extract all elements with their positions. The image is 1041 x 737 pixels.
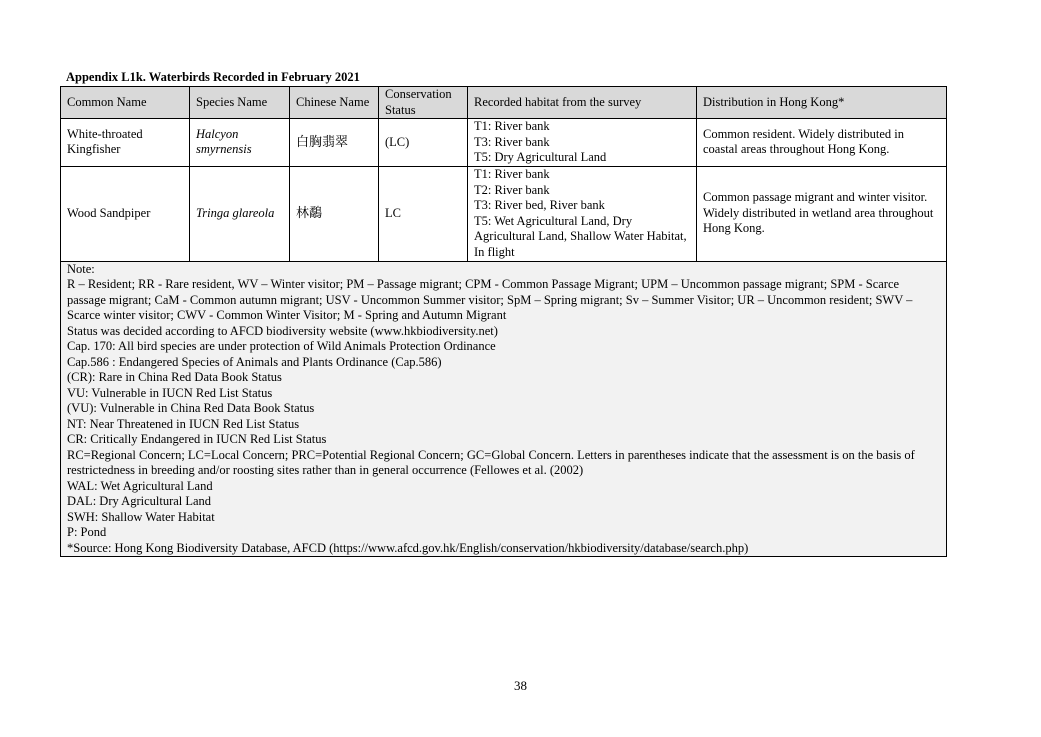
- note-line: CR: Critically Endangered in IUCN Red List Status: [67, 432, 327, 446]
- header-chinese-name: Chinese Name: [290, 87, 379, 119]
- cell-species-name: Tringa glareola: [190, 166, 290, 261]
- note-line: Cap.586 : Endangered Species of Animals and Plants Ordinance (Cap.586): [67, 354, 442, 369]
- note-heading: Note:: [67, 261, 95, 276]
- note-line: Cap. 170: All bird species are under protection of Wild Animals Protection Ordinance: [67, 339, 496, 353]
- cell-species-name: Halcyon smyrnensis: [190, 119, 290, 167]
- header-distribution: Distribution in Hong Kong*: [697, 87, 947, 119]
- habitat-line: T3: River bank: [474, 134, 550, 149]
- note-line: R – Resident; RR - Rare resident, WV – Winter visitor; PM – Passage migrant; CPM - Common Passage Migrant; UPM – Uncommon passage migrant; SPM - Scarce passage migrant; CaM - Common autumn migrant; USV - Uncommon Summer visitor; SpM – Spring migrant; Sv – Summer Visitor; UR – Uncommon resident; SWV – Scarce winter visitor; CWV - Common Winter Visitor; M - Spring and Autumn Migrant: [67, 277, 913, 322]
- page-number: 38: [514, 678, 527, 693]
- cell-status: (LC): [379, 119, 468, 167]
- cell-chinese-name: 白胸翡翠: [290, 119, 379, 167]
- cell-status: LC: [379, 166, 468, 261]
- cell-common-name: White-throated Kingfisher: [61, 119, 190, 167]
- note-source: *Source: Hong Kong Biodiversity Database, AFCD (https://www.afcd.gov.hk/English/conservation/hkbiodiversity/database/search.php): [67, 540, 749, 555]
- table-row: [61, 166, 947, 261]
- header-row: [61, 87, 947, 119]
- note-line: WAL: Wet Agricultural Land: [67, 478, 213, 493]
- notes-row: [61, 261, 947, 557]
- cell-distribution: Common resident. Widely distributed in coastal areas throughout Hong Kong.: [697, 119, 947, 167]
- table-caption: Appendix L1k. Waterbirds Recorded in February 2021: [66, 70, 360, 84]
- notes-cell: [61, 261, 947, 557]
- table-row: [61, 119, 947, 167]
- habitat-line: T5: Wet Agricultural Land, Dry Agricultural Land, Shallow Water Habitat, In flight: [474, 213, 687, 259]
- note-line: (VU): Vulnerable in China Red Data Book Status: [67, 401, 315, 415]
- habitat-line: T1: River bank: [474, 119, 550, 133]
- note-line: NT: Near Threatened in IUCN Red List Status: [67, 416, 300, 431]
- waterbirds-table: [60, 86, 947, 557]
- note-line: P: Pond: [67, 525, 107, 539]
- habitat-line: T1: River bank: [474, 167, 550, 181]
- header-habitat: Recorded habitat from the survey: [468, 87, 697, 119]
- note-line: (CR): Rare in China Red Data Book Status: [67, 370, 282, 384]
- cell-distribution: Common passage migrant and winter visitor. Widely distributed in wetland area throughout Hong Kong.: [697, 166, 947, 261]
- cell-chinese-name: 林鷸: [290, 166, 379, 261]
- header-species-name: Species Name: [190, 87, 290, 119]
- habitat-line: T2: River bank: [474, 182, 550, 197]
- header-conservation-status: Conservation Status: [379, 87, 468, 119]
- note-line: SWH: Shallow Water Habitat: [67, 509, 215, 524]
- cell-common-name: Wood Sandpiper: [61, 166, 190, 261]
- note-line: RC=Regional Concern; LC=Local Concern; PRC=Potential Regional Concern; GC=Global Concern. Letters in parentheses indicate that the assessment is on the basis of restrictedness in breeding and/or roosting sites rather than in general occurrence (Fellowes et al. (2002): [67, 447, 915, 477]
- header-common-name: Common Name: [61, 87, 190, 119]
- note-line: DAL: Dry Agricultural Land: [67, 494, 212, 508]
- cell-habitat: [468, 166, 697, 261]
- habitat-line: T5: Dry Agricultural Land: [474, 150, 607, 164]
- note-line: VU: Vulnerable in IUCN Red List Status: [67, 385, 273, 400]
- habitat-line: T3: River bed, River bank: [474, 198, 605, 212]
- note-line: Status was decided according to AFCD biodiversity website (www.hkbiodiversity.net): [67, 323, 498, 338]
- cell-habitat: [468, 119, 697, 167]
